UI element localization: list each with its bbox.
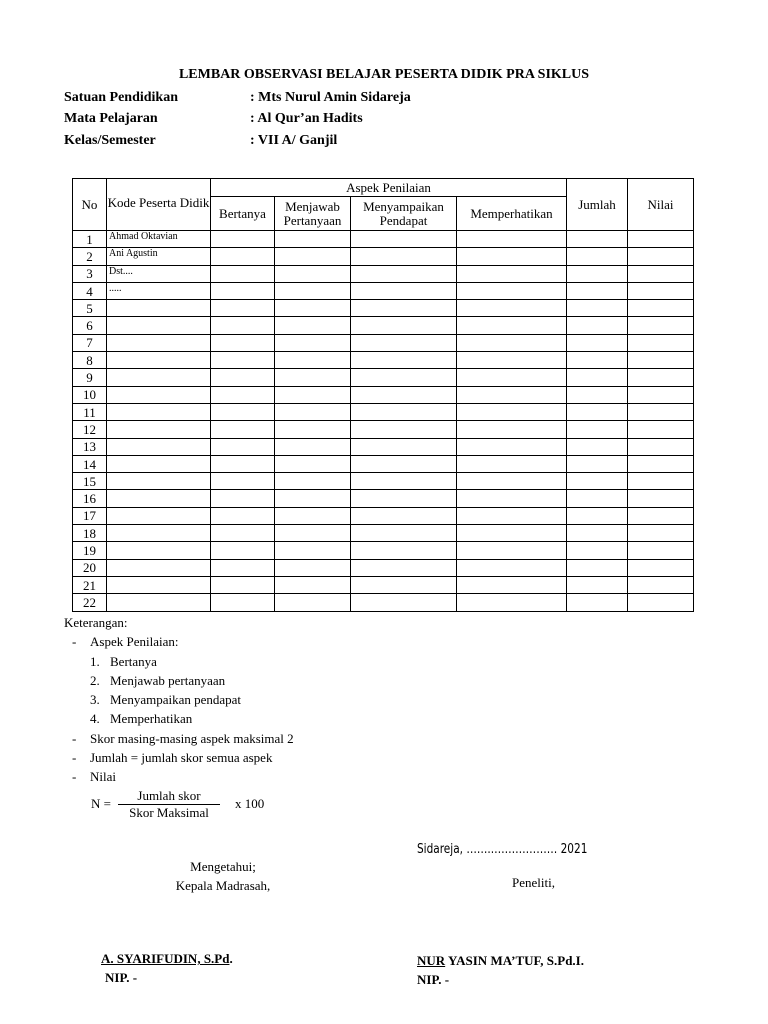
notes-aspek-item: Bertanya <box>110 653 157 669</box>
score-cell <box>275 231 351 248</box>
score-cell <box>457 594 567 611</box>
header-menyampaikan: Menyampaikan Pendapat <box>351 197 457 231</box>
row-number: 9 <box>73 369 107 386</box>
header-bertanya: Bertanya <box>211 197 275 231</box>
info-value: : Mts Nurul Amin Sidareja <box>250 90 411 105</box>
student-code-cell: Ani Agustin <box>107 248 211 265</box>
score-cell <box>275 403 351 420</box>
score-cell <box>567 282 628 299</box>
table-row <box>73 576 694 593</box>
score-cell <box>628 576 694 593</box>
notes-aspek-label: Aspek Penilaian: <box>90 634 179 650</box>
score-cell <box>275 317 351 334</box>
score-cell <box>457 282 567 299</box>
score-cell <box>567 525 628 542</box>
table-row <box>73 352 694 369</box>
score-cell <box>567 438 628 455</box>
score-cell <box>457 403 567 420</box>
row-number: 15 <box>73 473 107 490</box>
row-number: 13 <box>73 438 107 455</box>
score-cell <box>275 594 351 611</box>
student-code-cell <box>107 403 211 420</box>
signature-left-heading <box>160 857 286 895</box>
table-row <box>73 455 694 472</box>
score-cell <box>628 438 694 455</box>
row-number: 17 <box>73 507 107 524</box>
score-cell <box>457 455 567 472</box>
score-cell <box>457 386 567 403</box>
table-row <box>73 438 694 455</box>
student-code-cell: ..... <box>107 282 211 299</box>
student-code-cell <box>107 317 211 334</box>
score-cell <box>628 386 694 403</box>
header-no: No <box>73 179 107 231</box>
score-cell <box>351 403 457 420</box>
observation-table <box>72 178 694 612</box>
formula-fraction <box>118 787 220 821</box>
table-row <box>73 542 694 559</box>
table-row <box>73 265 694 282</box>
table-row <box>73 231 694 248</box>
score-cell <box>628 421 694 438</box>
table-row <box>73 525 694 542</box>
bullet-dash: - <box>72 634 77 650</box>
score-cell <box>275 369 351 386</box>
score-cell <box>567 369 628 386</box>
info-label: Kelas/Semester <box>64 133 156 148</box>
score-cell <box>351 317 457 334</box>
score-cell <box>567 542 628 559</box>
score-cell <box>211 369 275 386</box>
signature-left-line2: Kepala Madrasah, <box>175 878 271 893</box>
row-number: 8 <box>73 352 107 369</box>
score-cell <box>211 455 275 472</box>
score-cell <box>351 282 457 299</box>
score-cell <box>275 300 351 317</box>
score-cell <box>567 576 628 593</box>
table-row <box>73 507 694 524</box>
score-cell <box>275 248 351 265</box>
score-cell <box>211 300 275 317</box>
list-number: 1. <box>90 653 100 669</box>
score-cell <box>211 594 275 611</box>
score-cell <box>628 265 694 282</box>
score-cell <box>567 231 628 248</box>
table-row <box>73 421 694 438</box>
score-cell <box>567 507 628 524</box>
score-cell <box>211 542 275 559</box>
score-cell <box>275 282 351 299</box>
student-code-cell <box>107 300 211 317</box>
score-cell <box>457 559 567 576</box>
formula-lhs: N = <box>91 796 111 811</box>
score-cell <box>211 559 275 576</box>
score-cell <box>275 265 351 282</box>
table-row <box>73 490 694 507</box>
notes-aspek-item: Menyampaikan pendapat <box>110 692 242 708</box>
score-cell <box>275 438 351 455</box>
score-cell <box>567 403 628 420</box>
score-cell <box>275 352 351 369</box>
score-cell <box>628 525 694 542</box>
student-code-cell <box>107 594 211 611</box>
score-cell <box>211 282 275 299</box>
row-number: 11 <box>73 403 107 420</box>
score-cell <box>628 559 694 576</box>
score-cell <box>211 490 275 507</box>
row-number: 16 <box>73 490 107 507</box>
student-code-cell <box>107 352 211 369</box>
row-number: 1 <box>73 231 107 248</box>
score-cell <box>567 352 628 369</box>
signature-date: Sidareja, ……..……………… 2021 <box>417 842 588 857</box>
table-row <box>73 282 694 299</box>
table-row <box>73 248 694 265</box>
score-cell <box>567 594 628 611</box>
score-formula <box>91 787 291 827</box>
score-cell <box>457 473 567 490</box>
row-number: 12 <box>73 421 107 438</box>
info-label: Mata Pelajaran <box>64 111 158 126</box>
score-cell <box>628 352 694 369</box>
table-row <box>73 369 694 386</box>
score-cell <box>275 525 351 542</box>
score-cell <box>211 317 275 334</box>
score-cell <box>351 576 457 593</box>
notes-nilai: Nilai <box>90 769 116 785</box>
formula-multiplier: x 100 <box>235 796 265 811</box>
score-cell <box>628 403 694 420</box>
student-code-cell <box>107 438 211 455</box>
bullet-dash: - <box>72 730 77 746</box>
score-cell <box>351 507 457 524</box>
header-nilai: Nilai <box>628 179 694 231</box>
score-cell <box>211 576 275 593</box>
score-cell <box>211 352 275 369</box>
score-cell <box>351 490 457 507</box>
score-cell <box>211 265 275 282</box>
score-cell <box>628 594 694 611</box>
header-memperhatikan: Memperhatikan <box>457 197 567 231</box>
score-cell <box>351 265 457 282</box>
score-cell <box>351 334 457 351</box>
signature-right-nip: NIP. - <box>417 972 450 987</box>
document-title: LEMBAR OBSERVASI BELAJAR PESERTA DIDIK PRA SIKLUS <box>178 67 590 82</box>
score-cell <box>211 421 275 438</box>
row-number: 4 <box>73 282 107 299</box>
score-cell <box>351 559 457 576</box>
table-row <box>73 403 694 420</box>
score-cell <box>211 473 275 490</box>
formula-denominator: Skor Maksimal <box>129 805 209 820</box>
student-code-cell <box>107 559 211 576</box>
score-cell <box>628 455 694 472</box>
info-value: : VII A/ Ganjil <box>250 133 338 148</box>
score-cell <box>628 542 694 559</box>
student-code-cell <box>107 507 211 524</box>
score-cell <box>351 352 457 369</box>
score-cell <box>351 231 457 248</box>
score-cell <box>275 455 351 472</box>
score-cell <box>457 317 567 334</box>
score-cell <box>211 334 275 351</box>
score-cell <box>275 421 351 438</box>
score-cell <box>351 542 457 559</box>
score-cell <box>457 525 567 542</box>
score-cell <box>211 248 275 265</box>
score-cell <box>211 438 275 455</box>
score-cell <box>457 507 567 524</box>
row-number: 22 <box>73 594 107 611</box>
score-cell <box>211 507 275 524</box>
score-cell <box>457 334 567 351</box>
score-cell <box>351 438 457 455</box>
row-number: 10 <box>73 386 107 403</box>
header-jumlah: Jumlah <box>567 179 628 231</box>
score-cell <box>628 282 694 299</box>
signature-right-name: YASIN MA’TUF, S.Pd.I. <box>445 953 584 968</box>
score-cell <box>567 490 628 507</box>
header-menjawab: Menjawab Pertanyaan <box>275 197 351 231</box>
student-code-cell <box>107 525 211 542</box>
score-cell <box>628 369 694 386</box>
row-number: 7 <box>73 334 107 351</box>
info-label: Satuan Pendidikan <box>64 90 178 105</box>
score-cell <box>275 473 351 490</box>
score-cell <box>457 421 567 438</box>
score-cell <box>628 317 694 334</box>
list-number: 3. <box>90 692 100 708</box>
score-cell <box>628 334 694 351</box>
score-cell <box>457 576 567 593</box>
row-number: 5 <box>73 300 107 317</box>
formula-numerator: Jumlah skor <box>118 787 220 805</box>
score-cell <box>457 265 567 282</box>
row-number: 14 <box>73 455 107 472</box>
signature-right-name-underlined: NUR <box>417 953 446 968</box>
student-code-cell <box>107 490 211 507</box>
student-code-cell <box>107 421 211 438</box>
row-number: 20 <box>73 559 107 576</box>
notes-skor: Skor masing-masing aspek maksimal 2 <box>90 730 294 746</box>
row-number: 6 <box>73 317 107 334</box>
signature-right <box>417 951 584 989</box>
score-cell <box>351 421 457 438</box>
score-cell <box>211 231 275 248</box>
score-cell <box>275 559 351 576</box>
score-cell <box>567 248 628 265</box>
score-cell <box>351 369 457 386</box>
score-cell <box>628 507 694 524</box>
score-cell <box>351 386 457 403</box>
score-cell <box>628 248 694 265</box>
table-row <box>73 473 694 490</box>
row-number: 18 <box>73 525 107 542</box>
row-number: 21 <box>73 576 107 593</box>
table-row <box>73 334 694 351</box>
score-cell <box>275 490 351 507</box>
student-code-cell <box>107 386 211 403</box>
score-cell <box>567 455 628 472</box>
score-cell <box>211 386 275 403</box>
notes-aspek-item: Menjawab pertanyaan <box>110 672 226 688</box>
score-cell <box>211 525 275 542</box>
score-cell <box>457 231 567 248</box>
student-code-cell <box>107 369 211 386</box>
table-row <box>73 594 694 611</box>
score-cell <box>567 265 628 282</box>
score-cell <box>275 576 351 593</box>
list-number: 2. <box>90 672 100 688</box>
header-aspek: Aspek Penilaian <box>211 179 567 197</box>
score-cell <box>457 369 567 386</box>
student-code-cell: Dst.... <box>107 265 211 282</box>
score-cell <box>457 248 567 265</box>
table-row <box>73 317 694 334</box>
bullet-dash: - <box>72 769 77 785</box>
score-cell <box>457 542 567 559</box>
score-cell <box>351 455 457 472</box>
score-cell <box>628 231 694 248</box>
score-cell <box>351 300 457 317</box>
score-cell <box>567 473 628 490</box>
signature-right-role: Peneliti, <box>512 875 555 890</box>
table-row <box>73 386 694 403</box>
score-cell <box>628 490 694 507</box>
row-number: 19 <box>73 542 107 559</box>
table-row <box>73 559 694 576</box>
signature-left-name: A. SYARIFUDIN, S.Pd <box>101 951 230 966</box>
score-cell <box>275 334 351 351</box>
bullet-dash: - <box>72 750 77 766</box>
score-cell <box>567 300 628 317</box>
score-cell <box>351 594 457 611</box>
student-code-cell <box>107 473 211 490</box>
score-cell <box>567 421 628 438</box>
list-number: 4. <box>90 711 100 727</box>
row-number: 2 <box>73 248 107 265</box>
signature-left-line1: Mengetahui; <box>190 859 256 874</box>
student-code-cell <box>107 542 211 559</box>
score-cell <box>457 300 567 317</box>
score-cell <box>275 507 351 524</box>
score-cell <box>457 352 567 369</box>
score-cell <box>351 525 457 542</box>
score-cell <box>628 300 694 317</box>
student-code-cell <box>107 576 211 593</box>
score-cell <box>567 334 628 351</box>
student-code-cell <box>107 455 211 472</box>
score-cell <box>351 473 457 490</box>
student-code-cell <box>107 334 211 351</box>
header-kode: Kode Peserta Didik <box>107 179 211 231</box>
score-cell <box>275 386 351 403</box>
score-cell <box>275 542 351 559</box>
table-row <box>73 300 694 317</box>
student-code-cell: Ahmad Oktavian <box>107 231 211 248</box>
signature-left <box>101 949 233 987</box>
notes-jumlah: Jumlah = jumlah skor semua aspek <box>90 750 273 766</box>
notes-heading: Keterangan: <box>64 615 128 630</box>
signature-left-name-suffix: . <box>229 951 233 966</box>
score-cell <box>457 438 567 455</box>
notes-aspek-item: Memperhatikan <box>110 711 193 727</box>
score-cell <box>628 473 694 490</box>
signature-left-nip: NIP. - <box>105 970 138 985</box>
score-cell <box>457 490 567 507</box>
score-cell <box>567 386 628 403</box>
score-cell <box>567 317 628 334</box>
info-value: : Al Qur’an Hadits <box>250 111 363 126</box>
score-cell <box>567 559 628 576</box>
score-cell <box>351 248 457 265</box>
row-number: 3 <box>73 265 107 282</box>
score-cell <box>211 403 275 420</box>
